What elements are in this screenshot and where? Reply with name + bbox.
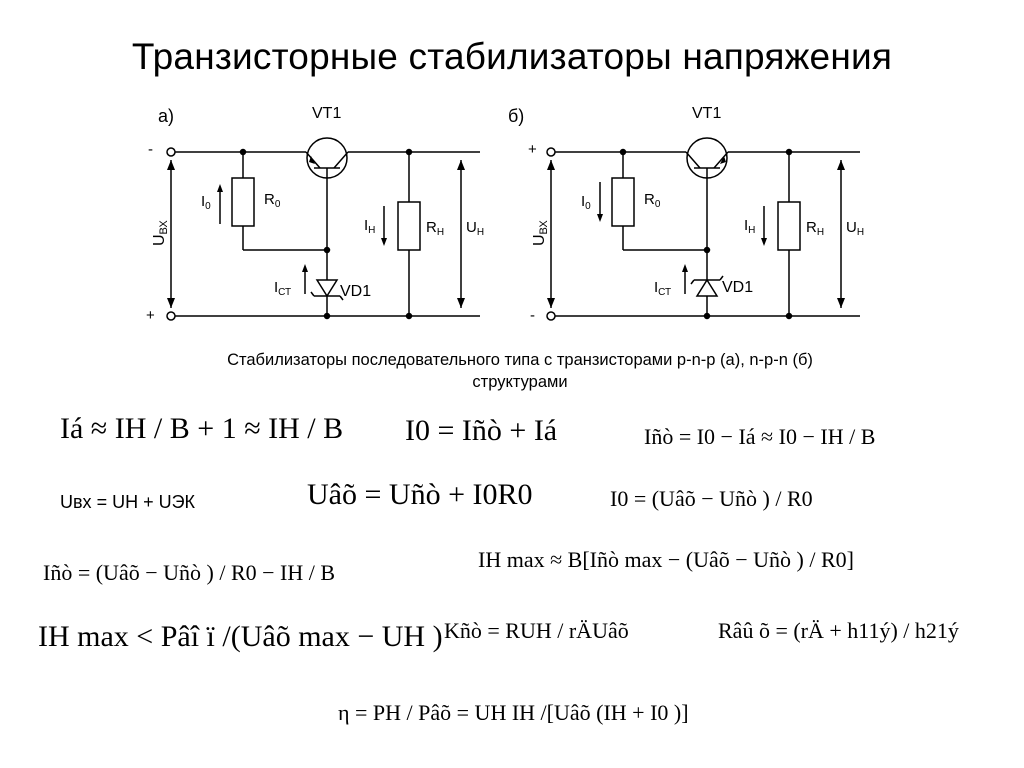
circuit-b-uin-label: UВХ [531,220,550,246]
circuit-b-zener-diode [697,280,717,296]
circuit-b-ist-label: $I_{СТ}$ [654,279,672,298]
circuit-a-top-terminal-sign: - [148,141,153,158]
circuit-b-diode-label: VD1 [722,279,754,296]
circuit-b-top-terminal-sign: + [528,141,537,158]
circuit-b-r0-label: $R_0$ [644,191,661,210]
formula-7: IH max ≈ B[Iñò max − (Uâõ − Uñò ) / R0] [478,547,854,572]
circuit-diagrams [128,96,888,336]
circuit-a [146,105,484,324]
formula-6: I0 = (Uâõ − Uñò ) / R0 [610,486,813,511]
circuit-a-un-label: $U_Н$ [466,219,485,238]
circuit-b-in-label: $I_Н$ [744,217,756,236]
circuit-a-rn-label: $R_Н$ [426,219,445,238]
circuit-b-i0-label: $I_0$ [581,193,591,212]
page-title: Транзисторные стабилизаторы напряжения [131,36,893,77]
formula-5: Uâõ = Uñò + I0R0 [307,478,533,511]
formula-12: η = PH / Pâõ = UH IH /[Uâõ (IH + I0 )] [338,700,689,725]
circuit-a-ist-label: $I_{СТ}$ [274,279,292,298]
circuit-b-bottom-terminal [547,312,555,320]
circuit-b-label: б) [508,106,525,126]
circuit-b-r0 [612,178,634,226]
caption-line-1: Стабилизаторы последовательного типа с транзисторами p-n-p (а), n-p-n (б) [227,351,813,369]
formula-1: Iá ≈ IH / B + 1 ≈ IH / B [60,412,344,445]
circuit-a-label: а) [158,106,175,126]
circuit-a-transistor-label: VT1 [312,105,342,122]
circuit-b-rn [778,202,800,250]
circuit-a-diode-label: VD1 [340,283,372,300]
formula-8: Iñò = (Uâõ − Uñò ) / R0 − IH / B [43,560,336,585]
circuit-b-rn-label: $R_Н$ [806,219,825,238]
circuit-a-zener-diode [317,280,337,296]
formula-10: Kñò = RUH / rÄUâõ [444,618,629,643]
formula-9: IH max < Pâî ï /(Uâõ max − UH ) [38,620,443,653]
circuit-a-bottom-terminal-sign: + [146,307,155,324]
figure-caption [150,349,890,393]
circuit-a-i0-label: $I_0$ [201,193,211,212]
circuit-a-r0-label: $R_0$ [264,191,281,210]
circuit-a-uin-label: UВХ [151,220,170,246]
circuit-b-bottom-terminal-sign: - [530,307,535,324]
circuit-a-in-label: $I_Н$ [364,217,376,236]
formula-3: Iñò = I0 − Iá ≈ I0 − IH / B [644,424,876,449]
formula-2: I0 = Iñò + Iá [405,414,558,447]
circuit-b-transistor-label: VT1 [692,105,722,122]
circuit-b-top-terminal [547,148,555,156]
caption-line-2: структурами [472,373,568,391]
circuit-a-rn [398,202,420,250]
circuit-a-bottom-terminal [167,312,175,320]
circuit-a-r0 [232,178,254,226]
formula-4: Uвх = UН + UЭК [60,492,196,512]
circuit-a-top-terminal [167,148,175,156]
circuit-b-un-label: $U_Н$ [846,219,865,238]
circuit-b [508,105,864,324]
formula-11: Râû õ = (rÄ + h11ý) / h21ý [718,618,959,643]
